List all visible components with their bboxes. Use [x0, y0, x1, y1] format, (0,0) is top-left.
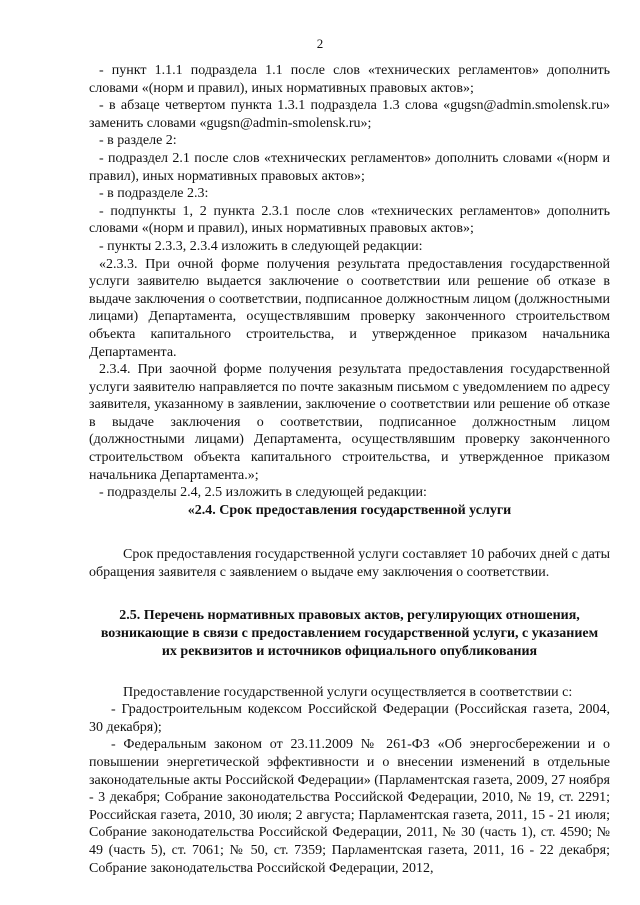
paragraph-items-2-3-3-2-3-4: - пункты 2.3.3, 2.3.4 изложить в следующей редакции: [99, 238, 423, 254]
page-number: 2 [316, 36, 324, 51]
document-body [89, 62, 610, 877]
paragraph-section-2: - в разделе 2: [99, 133, 177, 149]
paragraph-2-3-3: «2.3.3. При очной форме получения результата предоставления государственной услуги заявителю выдается заключение о соответствии или решение об отказе в выдаче заключения о соответствии, подписанное должностным лицом (должностными лицами) Департамента, осуществлявшим проверку законченного строительством объекта капитального строительства, и утвержденное приказом начальника Департамента. [89, 256, 610, 360]
paragraph-amend-1-1-1: - пункт 1.1.1 подраздела 1.1 после слов «технических регламентов» дополнить словами «(норм и правил), иных нормативных правовых актов»; [89, 63, 610, 96]
paragraph-term: Срок предоставления государственной услуги составляет 10 рабочих дней с даты обращения заявителя с заявлением о выдаче ему заключения о соответствии. [89, 547, 610, 581]
heading-2-5-line-2: возникающие в связи с предоставлением государственной услуги, с указанием [100, 625, 599, 641]
paragraph-subsection-2-3: - в подразделе 2.3: [99, 186, 209, 202]
heading-2-5-line-1: 2.5. Перечень нормативных правовых актов, регулирующих отношения, [119, 607, 580, 623]
paragraph-amend-2-3-1: - подпункты 1, 2 пункта 2.3.1 после слов «технических регламентов» дополнить словами «(норм и правил), иных нормативных правовых актов»; [89, 203, 610, 237]
paragraph-subsections-2-4-2-5: - подразделы 2.4, 2.5 изложить в следующей редакции: [99, 485, 427, 501]
heading-2-5 [89, 607, 610, 661]
paragraph-amend-2-1: - подраздел 2.1 после слов «технических регламентов» дополнить словами «(норм и правил), иных нормативных правовых актов»; [89, 150, 610, 184]
paragraph-legal-basis: Предоставление государственной услуги осуществляется в соответствии с: [123, 684, 573, 700]
paragraph-2-3-4: 2.3.4. При заочной форме получения результата предоставления государственной услуги заявителю направляется по почте заказным письмом с уведомлением по адресу заявителя, указанному в заявлении, заключение о соответствии или решение об отказе в выдаче заключения о соответствии, подписанное должностным лицом (должностными лицами) Департамента, осуществлявшим проверку законченного строительством объекта капитального строительства, и утвержденное приказом начальника Департамента.»; [89, 362, 610, 483]
paragraph-federal-law-261: - Федеральным законом от 23.11.2009 № 261-ФЗ «Об энергосбережении и о повышении энергетической эффективности и о внесении изменений в отдельные законодательные акты Российской Федерации» (Парламентская газета, 2009, 27 ноября - 3 декабря; Собрание законодательства Российской Федерации, 2010, № 19, ст. 2291; Российская газета, 2010, 30 июля; 2 августа; Парламентская газета, 2011, 15 - 21 июля; Собрание законодательства Российской Федерации, 2011, № 30 (часть 1), ст. 4590; № 49 (часть 5), ст. 7061; № 50, ст. 7359; Парламентская газета, 2011, 16 - 22 декабря; Собрание законодательства Российской Федерации, 2012, [89, 737, 610, 876]
paragraph-amend-1-3-1: - в абзаце четвертом пункта 1.3.1 подраздела 1.3 слова «gugsn@admin.smolensk.ru» заменить словами «gugsn@admin-smolensk.ru»; [89, 98, 610, 131]
heading-2-4: «2.4. Срок предоставления государственной услуги [187, 502, 512, 518]
heading-2-5-line-3: их реквизитов и источников официального опубликования [161, 643, 538, 659]
paragraph-urban-code: - Градостроительным кодексом Российской Федерации (Российская газета, 2004, 30 декабря); [89, 702, 610, 735]
